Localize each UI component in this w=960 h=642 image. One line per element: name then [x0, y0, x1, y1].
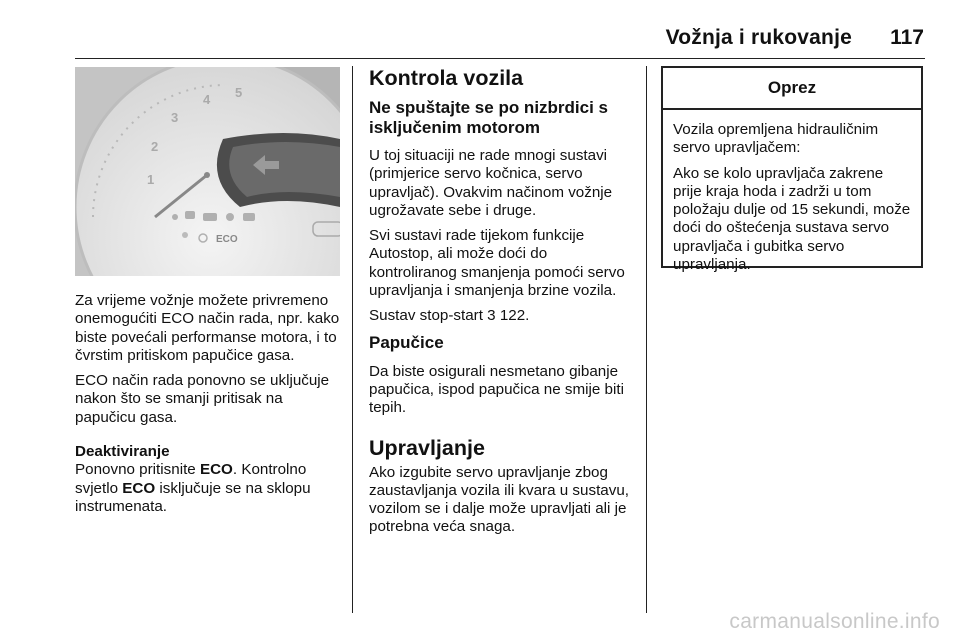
eco-indicator-label: ECO: [216, 234, 238, 245]
header-rule: [75, 58, 925, 59]
tick-label-2: 2: [151, 139, 159, 154]
column-left: [75, 292, 341, 523]
paragraph-eco-disable: Za vrijeme vožnje možete privremeno onemogućiti ECO način rada, npr. kako biste povećali performanse motora, i to čvrstim pritiskom papučice gasa.: [75, 292, 340, 364]
tick-label-3: 3: [171, 110, 179, 125]
eco-term: ECO: [122, 479, 156, 497]
heading-steering: Upravljanje: [369, 435, 485, 460]
heading-deactivation: Deaktiviranje: [75, 443, 170, 461]
paragraph-steering: Ako izgubite servo upravljanje zbog zaustavljanja vozila ili kvara u sustavu, vozilom se i dalje može upravljati ali je potrebna veća snaga.: [369, 463, 629, 536]
paragraph-eco-reenable: ECO način rada ponovno se uključuje nakon što se smanji pritisak na papučicu gasa.: [75, 372, 330, 426]
heading-pedals: Papučice: [369, 332, 444, 352]
paragraph-pedals: Da biste osigurali nesmetano gibanje papučica, ispod papučica ne smije biti tepih.: [369, 362, 624, 417]
tick-label-4: 4: [203, 92, 211, 107]
page-reference: 122.: [495, 307, 530, 325]
paragraph-stop-start-ref: [369, 307, 637, 325]
text-run: Sustav stop-start: [369, 307, 488, 325]
text-run: isključuje se na sklopu instrumenata.: [75, 479, 311, 515]
caution-paragraph-1: Vozila opremljena hidrauličnim servo upravljačem:: [673, 121, 879, 157]
text-run: . Kontrolno svjetlo: [75, 461, 307, 497]
heading-no-coasting: Ne spuštajte se po nizbrdici s isključenim motorom: [369, 98, 609, 137]
watermark: carmanualsonline.info: [729, 610, 940, 633]
heading-vehicle-control: Kontrola vozila: [369, 66, 524, 90]
caution-body: [663, 110, 921, 274]
text-run: Ponovno pritisnite: [75, 461, 200, 479]
instrument-cluster-figure: [75, 67, 340, 276]
tick-label-1: 1: [147, 172, 155, 187]
caution-title: Oprez: [663, 68, 921, 110]
caution-paragraph-2: Ako se kolo upravljača zakrene prije kraja hoda i zadrži u tom položaju dulje od 15 sekundi, može doći do oštećenja sustava servo upravljača i gubitka servo upravljanja.: [673, 164, 911, 274]
tick-label-5: 5: [235, 85, 243, 100]
page-reference-icon: 3: [487, 307, 496, 325]
paragraph-systems-off: U toj situaciji ne rade mnogi sustavi (primjerice servo kočnica, servo upravljač). Ovakvim načinom vožnje ugrožavate sebe i druge.: [369, 147, 613, 219]
page-number: 117: [890, 26, 924, 49]
caution-box: [661, 66, 923, 274]
column-middle: [369, 66, 637, 544]
eco-term: ECO: [199, 461, 233, 479]
paragraph-deactivation: [75, 461, 341, 516]
paragraph-autostop: Svi sustavi rade tijekom funkcije Autostop, ali može doći do kontroliranog smanjenja pomoći servo upravljanja i smanjenja brzine vozila.: [369, 227, 625, 300]
column-divider-right: [646, 66, 647, 613]
page-title: Vožnja i rukovanje: [665, 26, 852, 49]
column-divider-left: [352, 66, 353, 613]
instrument-cluster-illustration: [75, 67, 340, 276]
page-header: [0, 26, 960, 56]
